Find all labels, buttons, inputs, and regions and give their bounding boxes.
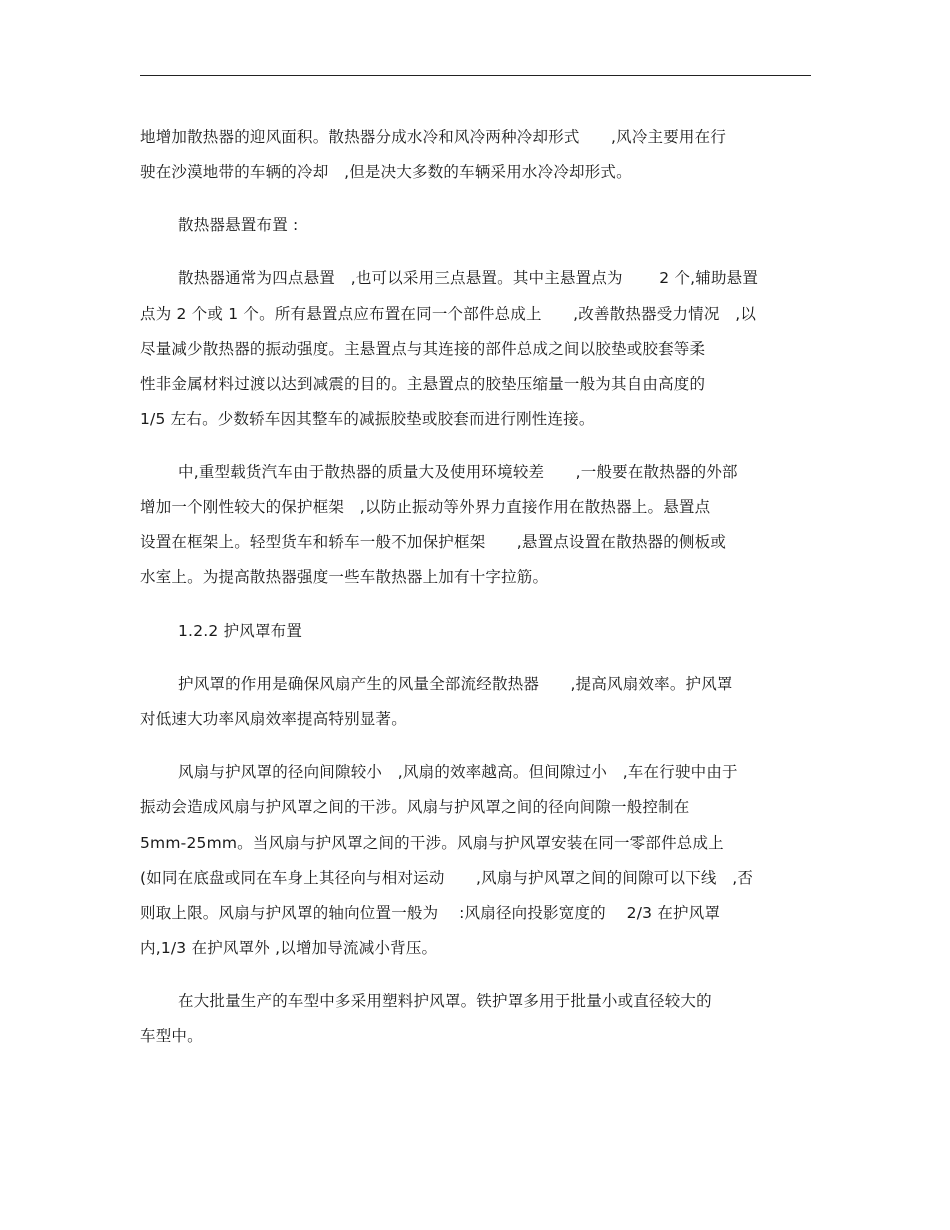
text-line: 1/5 左右。少数轿车因其整车的减振胶垫或胶套而进行刚性连接。 <box>140 410 595 428</box>
text-line: 地增加散热器的迎风面积。散热器分成水冷和风冷两种冷却形式 ,风冷主要用在行 <box>140 128 727 146</box>
text-line: 水室上。为提高散热器强度一些车散热器上加有十字拉筋。 <box>140 568 549 586</box>
text-line: 增加一个刚性较大的保护框架 ,以防止振动等外界力直接作用在散热器上。悬置点 <box>140 498 711 516</box>
text-line: 对低速大功率风扇效率提高特别显著。 <box>140 710 407 728</box>
text-line: 设置在框架上。轻型货车和轿车一般不加保护框架 ,悬置点设置在散热器的侧板或 <box>140 533 727 551</box>
text-line: 护风罩的作用是确保风扇产生的风量全部流经散热器 ,提高风扇效率。护风罩 <box>178 675 733 693</box>
section-heading: 散热器悬置布置 : <box>178 216 299 234</box>
header-rule <box>140 75 811 76</box>
text-line: 尽量减少散热器的振动强度。主悬置点与其连接的部件总成之间以胶垫或胶套等柔 <box>140 340 706 358</box>
text-line: 车型中。 <box>140 1027 203 1045</box>
text-line: 中,重型载货汽车由于散热器的质量大及使用环境较差 ,一般要在散热器的外部 <box>178 463 738 481</box>
text-line: (如同在底盘或同在车身上其径向与相对运动 ,风扇与护风罩之间的间隙可以下线 ,否 <box>140 869 754 887</box>
text-line: 则取上限。风扇与护风罩的轴向位置一般为 :风扇径向投影宽度的 2/3 在护风罩 <box>140 904 721 922</box>
text-line: 驶在沙漠地带的车辆的冷却 ,但是决大多数的车辆采用水冷冷却形式。 <box>140 163 632 181</box>
text-line: 5mm-25mm。当风扇与护风罩之间的干涉。风扇与护风罩安装在同一零部件总成上 <box>140 834 724 852</box>
text-line: 振动会造成风扇与护风罩之间的干涉。风扇与护风罩之间的径向间隙一般控制在 <box>140 798 690 816</box>
text-line: 内,1/3 在护风罩外 ,以增加导流减小背压。 <box>140 939 438 957</box>
text-line: 风扇与护风罩的径向间隙较小 ,风扇的效率越高。但间隙过小 ,车在行驶中由于 <box>178 763 738 781</box>
text-line: 在大批量生产的车型中多采用塑料护风罩。铁护罩多用于批量小或直径较大的 <box>178 992 712 1010</box>
text-line: 性非金属材料过渡以达到减震的目的。主悬置点的胶垫压缩量一般为其自由高度的 <box>140 375 706 393</box>
text-line: 点为 2 个或 1 个。所有悬置点应布置在同一个部件总成上 ,改善散热器受力情况 ,以 <box>140 305 757 323</box>
text-line: 散热器通常为四点悬置 ,也可以采用三点悬置。其中主悬置点为 2 个,辅助悬置 <box>178 269 759 287</box>
section-heading: 1.2.2 护风罩布置 <box>178 622 303 640</box>
